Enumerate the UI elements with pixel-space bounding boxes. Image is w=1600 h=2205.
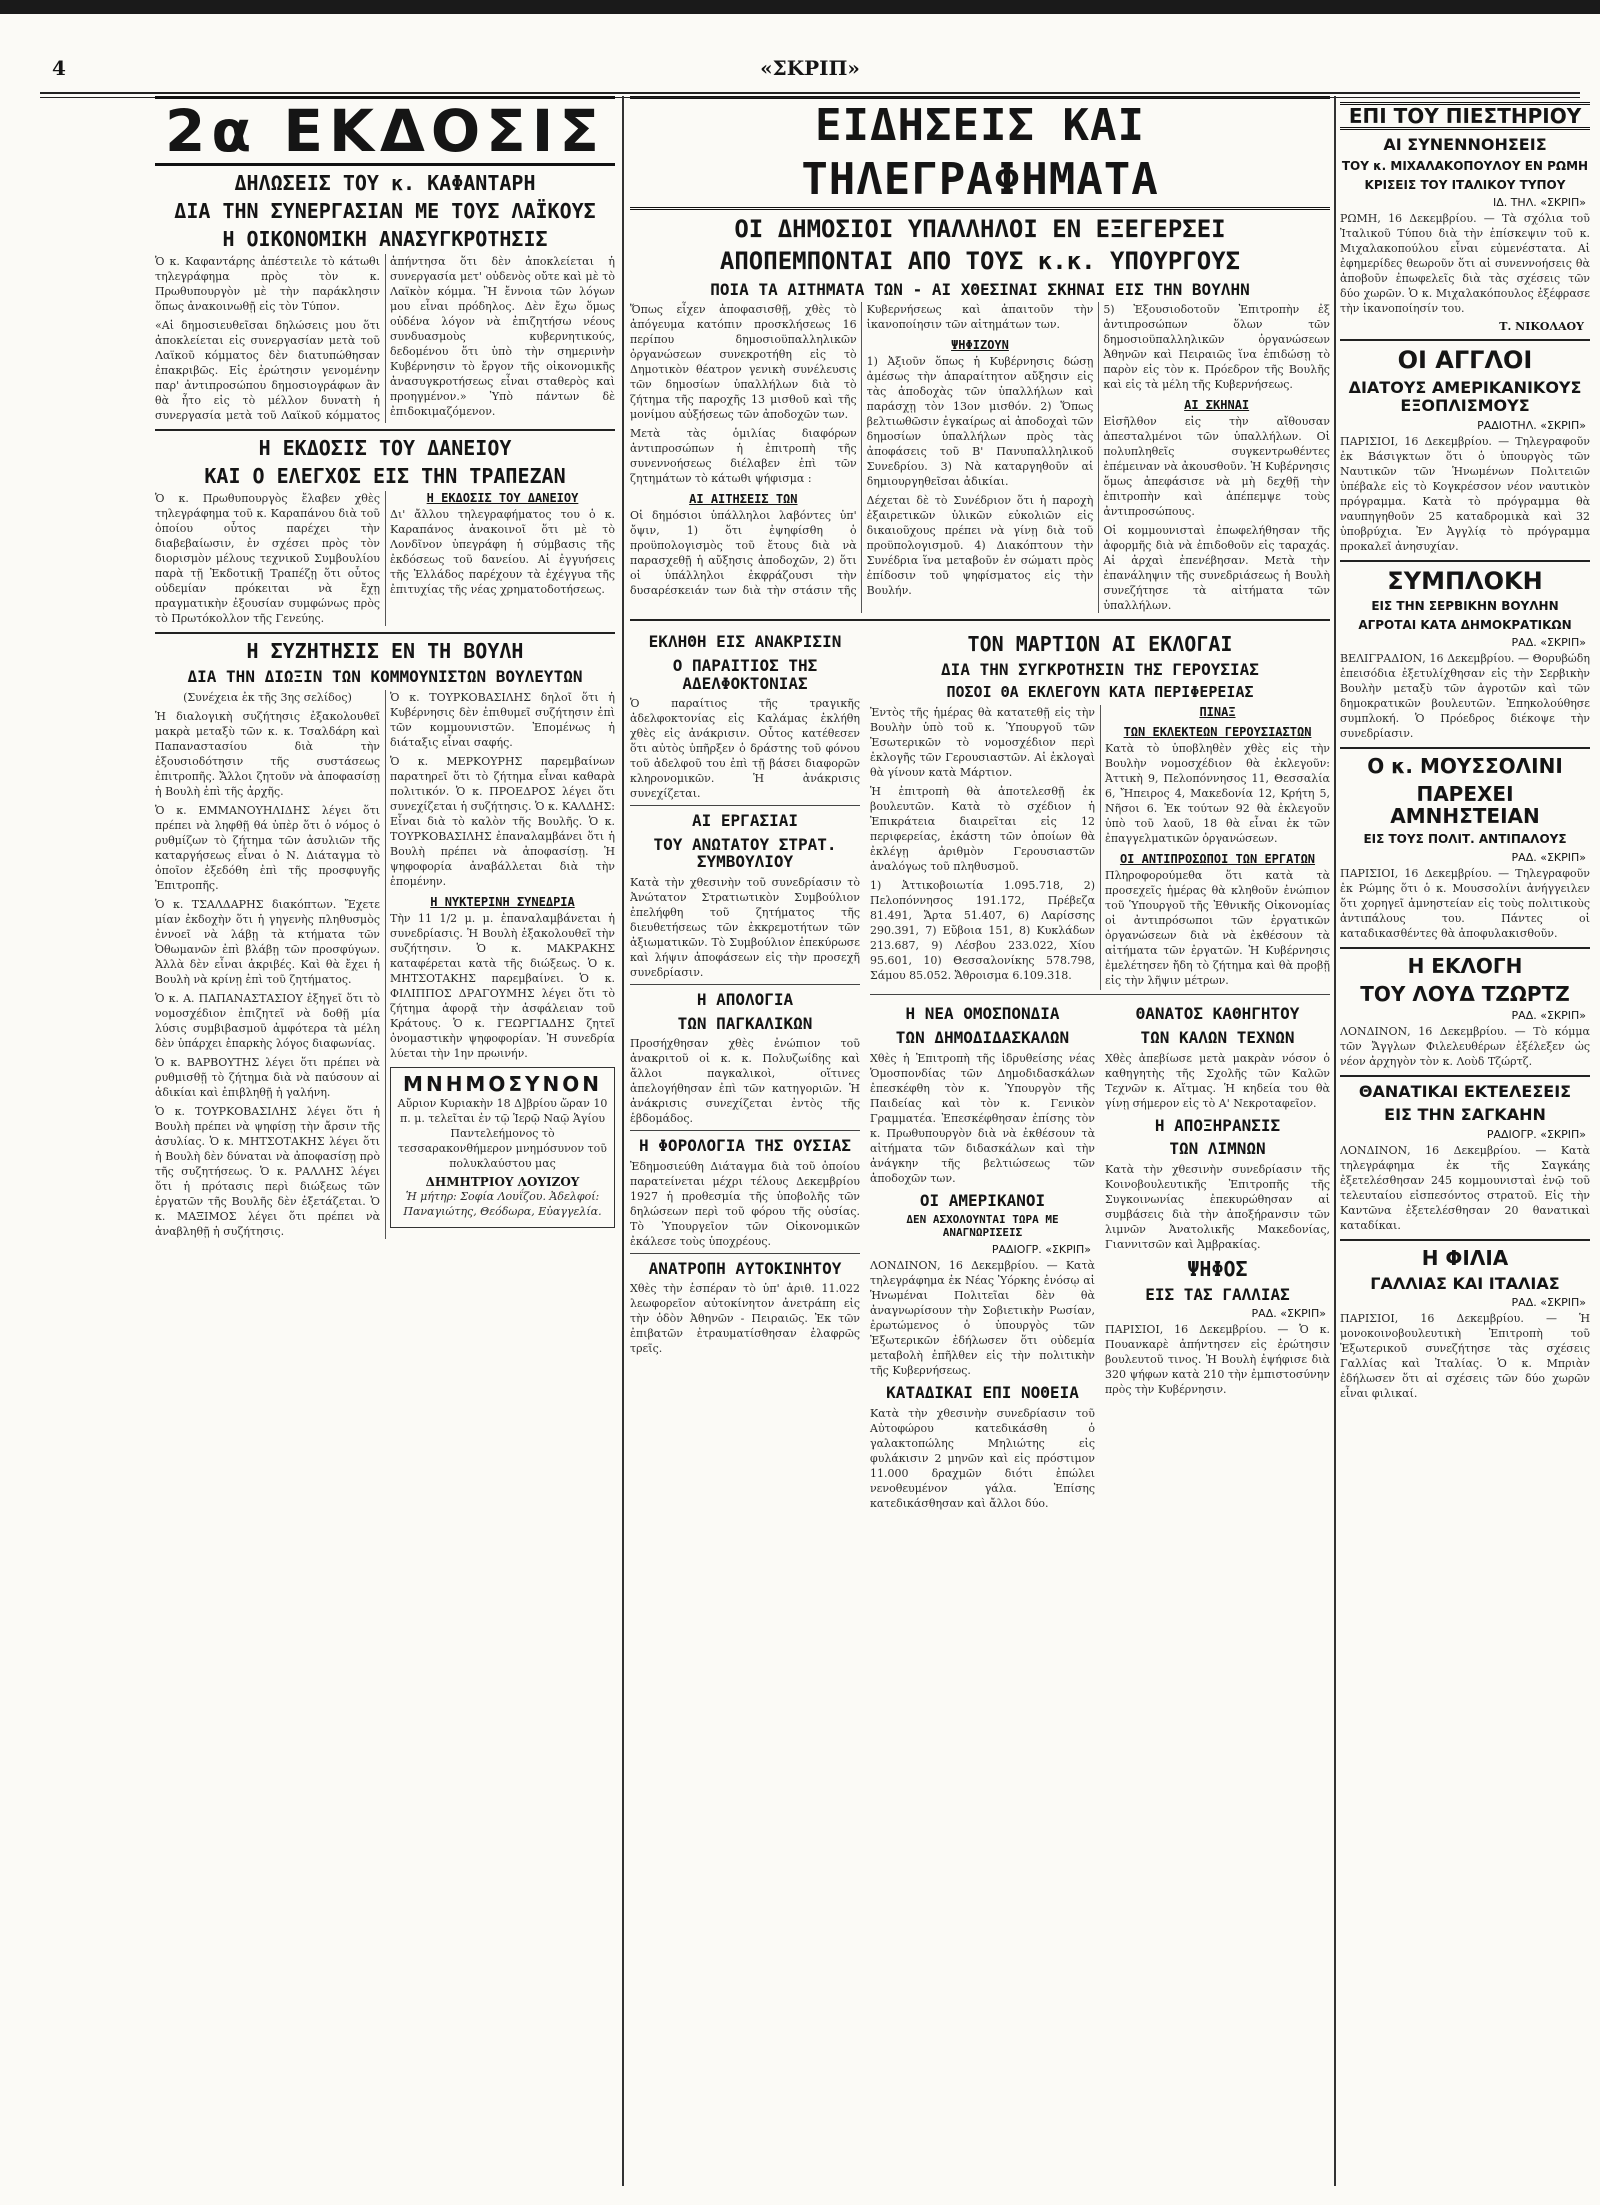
- lower-right-column: [870, 627, 1330, 1514]
- paragraph: Ὁ κ. Πρωθυπουργὸς ἔλαβεν χθὲς τηλεγράφημα τοῦ κ. Καραπάνου διὰ τοῦ ὁποίου οὗτος παρέχει τὴν διαβεβαίωσιν, ἐν σχέσει πρὸς τὸν διορισμὸν μέλους τεχνικοῦ Συμβουλίου παρὰ τῇ Ἐκδοτικῇ Τραπέζῃ ὅτι οὗτος οὐδεμίαν πρόκειται νὰ ἔχῃ πραγματικὴν ἐξουσίαν συμφώνως πρὸς τὸ Πρωτόκολλον τῆς Γενεύης.: [155, 492, 380, 625]
- continuation-note: (Συνέχεια ἐκ τῆς 3ης σελίδος): [183, 690, 352, 704]
- paragraph: Ὁ κ. ΜΕΡΚΟΥΡΗΣ παρεμβαίνων παρατηρεῖ ὅτι τὸ ζήτημα εἶναι καθαρὰ πολιτικόν. Ὁ κ. ΠΡΟΕΔΡΟΣ λέγει ὅτι συνεχίζεται ἡ συζήτησις. Ὁ κ. ΚΑΛΔΗΣ: Εἶναι διὰ τὸ καλὸν τῆς Βουλῆς. Ὁ κ. ΤΟΥΡΚΟΒΑΣΙΛΗΣ ἐπαναλαμβάνει ὅτι ἡ Βουλὴ πρέπει νὰ ἀποφασίσῃ. Ἡ ψηφοφορία ἀναβάλλεται διὰ τὴν ἑπομένην.: [390, 754, 615, 888]
- paragraph: ΠΑΡΙΣΙΟΙ, 16 Δεκεμβρίου. — Ἡ μονοκοινοβουλευτικὴ Ἐπιτροπὴ τοῦ Ἐξωτερικοῦ συνεζήτησε τὰς σχέσεις Γαλλίας καὶ Ἰταλίας. Ὁ κ. Μπριὰν ἐδήλωσεν ὅτι αἱ σχέσεις τῶν δύο χωρῶν εἶναι φιλικαί.: [1340, 1312, 1590, 1401]
- source-line: ΡΑΔΙΟΓΡ. «ΣΚΡΙΠ»: [1486, 1127, 1586, 1141]
- headline: ΔΙΑ ΤΗΝ ΣΥΓΚΡΟΤΗΣΙΝ ΤΗΣ ΓΕΡΟΥΣΙΑΣ: [941, 660, 1259, 680]
- headline: Ο ΠΑΡΑΙΤΙΟΣ ΤΗΣ ΑΔΕΛΦΟΚΤΟΝΙΑΣ: [672, 655, 818, 693]
- article-body: [870, 705, 1330, 991]
- headline: ΕΙΣ ΤΗΝ ΣΑΓΚΑΗΝ: [1384, 1105, 1546, 1125]
- headline: ΕΙΣ ΤΟΥΣ ΠΟΛΙΤ. ΑΝΤΙΠΑΛΟΥΣ: [1363, 832, 1567, 847]
- subheading: Η ΕΚΔΟΣΙΣ ΤΟΥ ΔΑΝΕΙΟΥ: [426, 491, 579, 505]
- divider: [630, 619, 1330, 621]
- lower-right-a: [870, 999, 1095, 1514]
- article-body: [155, 690, 615, 1239]
- headline: Η ΑΠΟΞΗΡΑΝΣΙΣ: [1154, 1115, 1281, 1135]
- paragraph: ΠΑΡΙΣΙΟΙ, 16 Δεκεμβρίου. — Τηλεγραφοῦν ἐκ Βάσιγκτων ὅτι ὁ ὑπουργὸς τῶν Ναυτικῶν τῶν Ἡνωμένων Πολιτειῶν ὑπέβαλε εἰς τὸ Κογκρέσσον νέον ναυτικὸν πρόγραμμα. Κατὰ τὸ πρόγραμμα θὰ ναυπηγηθοῦν 25 καταδρομικὰ καὶ 32 ὑποβρύχια. Ἐν Ἀγγλίᾳ τὸ πρόγραμμα προκαλεῖ ἀνησυχίαν.: [1340, 434, 1590, 553]
- source-line: ΡΑΔ. «ΣΚΡΙΠ»: [1251, 1307, 1326, 1321]
- paragraph: Πληροφορούμεθα ὅτι κατὰ τὰ προσεχεῖς ἡμέρας θὰ κληθοῦν ἐνώπιον τοῦ Ὑπουργοῦ τῆς Ἐθνικῆς Οἰκονομίας οἱ ἀντιπρόσωποι τῶν ἐργατικῶν ὀργανώσεων διὰ νὰ ἐκθέσουν τὰ αἰτήματα τῶν ἐργατῶν. Ἡ Κυβέρνησις ἐμελέτησεν ἤδη τὸ ζήτημα καὶ θὰ προβῇ εἰς τὴν λῆψιν μέτρων.: [1105, 868, 1330, 987]
- headline: ΔΙΑΤΟΥΣ ΑΜΕΡΙΚΑΝΙΚΟΥΣ ΕΞΟΠΛΙΣΜΟΥΣ: [1348, 378, 1582, 415]
- news-section: [630, 96, 1330, 2186]
- paragraph: Κατὰ τὸ ὑποβληθὲν χθὲς εἰς τὴν Βουλὴν νομοσχέδιον θὰ ἐκλεγοῦν: Ἀττικὴ 9, Πελοπόννησος 11, Θεσσαλία 6, Ἤπειρος 4, Μακεδονία 12, Κρήτη 5, Νῆσοι 6. Ἐκ τούτων 92 θὰ ἐκλεγοῦν ὑπὸ τοῦ λαοῦ, 18 θὰ εἶναι ἐκ τῶν ἐπαγγελματικῶν ὀργανώσεων.: [1105, 741, 1330, 845]
- paragraph: ΠΑΡΙΣΙΟΙ, 16 Δεκεμβρίου. — Ὁ κ. Πουανκαρὲ ἀπήντησεν εἰς ἐρώτησιν βουλευτοῦ τινος. Ἡ Βουλὴ ἐψήφισε διὰ 320 ψήφων κατὰ 210 τὴν ἐμπιστοσύνην πρὸς τὴν Κυβέρνησιν.: [1105, 1323, 1330, 1397]
- headline: ΑΝΑΤΡΟΠΗ ΑΥΤΟΚΙΝΗΤΟΥ: [648, 1258, 842, 1278]
- subheading: ΟΙ ΑΝΤΙΠΡΟΣΩΠΟΙ ΤΩΝ ΕΡΓΑΤΩΝ: [1119, 851, 1316, 866]
- headline: ΚΑΙ Ο ΕΛΕΓΧΟΣ ΕΙΣ ΤΗΝ ΤΡΑΠΕΖΑΝ: [204, 464, 566, 488]
- headline: ΚΑΤΑΔΙΚΑΙ ΕΠΙ ΝΟΘΕΙΑ: [886, 1383, 1079, 1403]
- paragraph: ΠΑΡΙΣΙΟΙ, 16 Δεκεμβρίου. — Τηλεγραφοῦν ἐκ Ρώμης ὅτι ὁ κ. Μουσσολίνι ἀνήγγειλεν ὅτι χορηγεῖ ἀμνηστείαν εἰς τοὺς πολιτικοὺς ἀντιπάλους του. Πάντες οἱ καταδικασθέντες θὰ ἀποφυλακισθοῦν.: [1340, 866, 1590, 940]
- page-number: 4: [52, 56, 66, 80]
- divider: [155, 429, 615, 431]
- divider: [155, 632, 615, 634]
- left-column: [155, 96, 615, 2186]
- lower-left-column: [630, 627, 860, 1514]
- article-body: [155, 254, 615, 423]
- paragraph: ΛΟΝΔΙΝΟΝ, 16 Δεκεμβρίου. — Τὸ κόμμα τῶν Ἄγγλων Φιλελευθέρων ἐξέλεξεν ὡς νέον ἀρχηγὸν τὸν κ. Λοὺδ Τζώρτζ.: [1340, 1024, 1590, 1068]
- paragraph: Ἐδημοσιεύθη Διάταγμα διὰ τοῦ ὁποίου παρατείνεται μέχρι τέλους Δεκεμβρίου 1927 ἡ προθεσμία τῆς ὑποβολῆς τῶν δηλώσεων περὶ τοῦ φόρου τῆς οὐσίας. Τὸ Ὑπουργεῖον τῶν Οἰκονομικῶν ἐκάλεσε τοὺς ὑποχρέους.: [630, 1159, 860, 1248]
- paragraph: Χθὲς ἀπεβίωσε μετὰ μακρὰν νόσον ὁ καθηγητὴς τῆς Σχολῆς τῶν Καλῶν Τεχνῶν κ. Αἴτμας. Ἡ κηδεία του θὰ γίνῃ σήμερον εἰς τὸ Α' Νεκροταφεῖον.: [1105, 1051, 1330, 1110]
- headline: ΑΙ ΣΥΝΕΝΝΟΗΣΕΙΣ: [1383, 135, 1547, 154]
- subheading: ΑΙ ΣΚΗΝΑΙ: [1184, 398, 1250, 413]
- paragraph: Οἱ κομμουνισταὶ ἐπωφελήθησαν τῆς ἀφορμῆς διὰ νὰ ἐπιδοθοῦν εἰς ταραχάς. Αἱ ἀρχαὶ ἐπενέβησαν. Μετὰ τὴν ἐπανάληψιν τῆς συνεδριάσεως ἡ Βουλὴ συνεζήτησε τὰ αἰτήματα τῶν ὑπαλλήλων.: [1103, 524, 1330, 613]
- paragraph: Μετὰ τὰς ὁμιλίας διαφόρων ἀντιπροσώπων ἡ ἐπιτροπὴ τῆς συνεννοήσεως διέλαβεν ἐπὶ τῶν ζητημάτων τὸ κάτωθι ψήφισμα :: [630, 427, 857, 486]
- divider: [1340, 747, 1590, 749]
- headline: Η ΑΠΟΛΟΓΙΑ: [696, 989, 794, 1009]
- paragraph: Χθὲς ἡ Ἐπιτροπὴ τῆς ἱδρυθείσης νέας Ὁμοσπονδίας τῶν Δημοδιδασκάλων ἐπεσκέφθη τὸν κ. Ὑπουργὸν τῆς Παιδείας καὶ τὸν κ. Γενικὸν Γραμματέα. Ἐπεσκέφθησαν ἐπίσης τὸν κ. Πρωθυπουργὸν διὰ νὰ ἐκθέσουν τὰ αἰτήματα τῶν διδασκάλων καὶ τὴν ἀνάγκην τῆς βελτιώσεως τῶν ἀποδοχῶν των.: [870, 1051, 1095, 1185]
- headline: ΤΟΝ ΜΑΡΤΙΟΝ ΑΙ ΕΚΛΟΓΑΙ: [967, 632, 1233, 657]
- headline: Η ΕΚΛΟΓΗ: [1407, 953, 1523, 978]
- source-line: ΡΑΔ. «ΣΚΡΙΠ»: [1511, 850, 1586, 864]
- headline: ΟΙ ΑΜΕΡΙΚΑΝΟΙ: [919, 1190, 1046, 1210]
- paragraph: Ὁ κ. ΤΣΑΛΔΑΡΗΣ διακόπτων. Ἔχετε μίαν ἐκδοχὴν ὅτι ἡ γηγενὴς πληθυσμὸς ἐννοεῖ νὰ λάβῃ τὰ κτήματα τῶν Ὀθωμανῶν ἐπὶ βλάβῃ τῶν προσφύγων. Ἀλλὰ δὲν εἶναι ἀκριβές. Καὶ θὰ ἔχει ἡ Βουλὴ νὰ κρίνῃ ἐπὶ τοῦ ζητήματος.: [155, 897, 380, 986]
- headline: ΓΑΛΛΙΑΣ ΚΑΙ ΙΤΑΛΙΑΣ: [1370, 1273, 1560, 1293]
- lower-right-grid: [870, 999, 1330, 1514]
- headline: ΟΙ ΔΗΜΟΣΙΟΙ ΥΠΑΛΛΗΛΟΙ ΕΝ ΕΞΕΓΕΡΣΕΙ: [734, 215, 1226, 243]
- subheading: ΠΙΝΑΞ: [1199, 704, 1236, 719]
- lower-news: [630, 627, 1330, 1514]
- headline: ΨΗΦΟΣ: [1187, 1256, 1248, 1281]
- paragraph: Τὴν 11 1/2 μ. μ. ἐπαναλαμβάνεται ἡ συνεδρίασις. Ἡ Βουλὴ ἐξακολουθεῖ τὴν συζήτησιν. Ὁ κ. ΜΑΚΡΑΚΗΣ καταφέρεται κατὰ τῆς διώξεως. Ὁ κ. ΜΗΤΣΟΤΑΚΗΣ παρεμβαίνει. Ὁ κ. ΦΙΛΙΠΠΟΣ ΔΡΑΓΟΥΜΗΣ λέγει ὅτι τὸ ζήτημα ἀφορᾷ τὴν ἀσφάλειαν τοῦ Κράτους. Ὁ κ. ΓΕΩΡΓΙΑΔΗΣ ζητεῖ ὀνομαστικὴν ψηφοφορίαν. Ἡ συνεδρία λύεται τὴν 1ην πρωινήν.: [390, 911, 615, 1060]
- paragraph: «Αἱ δημοσιευθεῖσαι δηλώσεις μου ὅτι ἀποκλείεται εἰς συνεργασίαν μετὰ τοῦ Λαϊκοῦ κόμματος δὲν διατυπώθησαν ἐπακριβῶς. Εἰς ἐρώτησιν γενομένην παρ' ἀντιπροσώπου δημοσιογράφων ἂν θὰ ἦτο εἰς τὸ μέλλον δυνατὴ ἡ συνεργασία μετὰ τοῦ Λαϊκοῦ κόμματος ἀπήντησα ὅτι δὲν ἀποκλείεται ἡ συνεργασία μετ' οὐδενὸς οὔτε καὶ μὲ τὸ Λαϊκὸν κόμμα. Ἢ ἔννοια τῶν λόγων μου εἶναι πρόδηλος. Δὲν ἔχω ὅμως οὐδένα λόγον νὰ ἐπιζητήσω νέους συνδυασμοὺς κυβερνητικούς, δεδομένου ὅτι ὑπὸ τὴν σημερινὴν Κυβέρνησιν τὸ ἔργον τῆς οἰκονομικῆς ἀνασυγκροτήσεως εἶναι σταθερὸς καὶ προηγμένον.» Ὑπὸ πάντων δὲ ἐπιδοκιμαζόμενον.: [155, 255, 615, 422]
- headline: ΤΟΥ ΛΟΥΔ ΤΖΩΡΤΖ: [1360, 981, 1570, 1006]
- source-line: ΡΑΔ. «ΣΚΡΙΠ»: [1511, 636, 1586, 650]
- headline: Η ΝΕΑ ΟΜΟΣΠΟΝΔΙΑ: [905, 1004, 1060, 1024]
- right-column: [1340, 96, 1590, 2186]
- column-divider: [622, 96, 624, 2186]
- headline: ΕΚΛΗΘΗ ΕΙΣ ΑΝΑΚΡΙΣΙΝ: [648, 632, 842, 652]
- headline: ΘΑΝΑΤΟΣ ΚΑΘΗΓΗΤΟΥ: [1135, 1004, 1300, 1024]
- headline: Ο κ. ΜΟΥΣΣΟΛΙΝΙ: [1367, 754, 1563, 779]
- headline: ΤΟΥ κ. ΜΙΧΑΛΑΚΟΠΟΥΛΟΥ ΕΝ ΡΩΜΗ: [1341, 158, 1589, 173]
- paragraph: Ἡ ἐπιτροπὴ θὰ ἀποτελεσθῇ ἐκ βουλευτῶν. Κατὰ τὸ σχέδιον ἡ Ἐπικράτεια διαιρεῖται εἰς 12 περιφερείας, ἑκάστη τῶν ὁποίων θὰ ἐκλέγῃ ἀριθμὸν Γερουσιαστῶν ἀναλόγως τοῦ πληθυσμοῦ.: [870, 784, 1095, 873]
- paragraph: Ὁ κ. ΤΟΥΡΚΟΒΑΣΙΛΗΣ λέγει ὅτι ἡ Βουλὴ πρέπει νὰ ψηφίσῃ τὴν ἄρσιν τῆς ἀσυλίας. Ὁ κ. ΜΗΤΣΟΤΑΚΗΣ λέγει ὅτι ἡ Βουλὴ δὲν δύναται νὰ ἀποφασίσῃ πρὸ τῆς συζητήσεως. Ὁ κ. ΡΑΛΛΗΣ λέγει ὅτι ἡ πρότασις περὶ διώξεως τῶν ἐργατῶν τῆς Βουλῆς δὲν ἐξετάζεται. Ὁ κ. ΜΑΞΙΜΟΣ λέγει ὅτι πρέπει νὰ ἀναβληθῇ ἡ συζήτησις.: [155, 1104, 380, 1238]
- paragraph: 1) Ἀττικοβοιωτία 1.095.718, 2) Πελοπόννησος 191.172, Πρέβεζα 81.491, Ἄρτα 51.407, 6) Λαρίσσης 290.391, 7) Εὔβοια 151, 8) Κυκλάδων 213.687, 9) Λέσβου 233.022, Χίου 95.601, 10) Θεσσαλονίκης 578.798, Σάμου 85.052. Ἄθροισμα 6.109.318.: [870, 878, 1095, 982]
- masthead: [40, 56, 1580, 86]
- divider: [630, 1253, 860, 1254]
- source-line: ΙΔ. ΤΗΛ. «ΣΚΡΙΠ»: [1492, 195, 1586, 209]
- headline: ΑΓΡΟΤΑΙ ΚΑΤΑ ΔΗΜΟΚΡΑΤΙΚΩΝ: [1358, 618, 1572, 633]
- paragraph: Ἡ διαλογικὴ συζήτησις ἐξακολουθεῖ μακρὰ μεταξὺ τῶν κ. κ. Τσαλδάρη καὶ Παπαναστασίου διὰ τὴν ἐξουσιοδότησιν τῆς συστάσεως ἐπιτροπῆς. Ἄλλοι ζητοῦν νὰ ἀποφασίσῃ ἡ Βουλὴ ἐπὶ τῆς ἀρχῆς.: [155, 709, 380, 798]
- paragraph: 5) Ἐξουσιοδοτοῦν Ἐπιτροπὴν ἐξ ἀντιπροσώπων ὅλων τῶν δημοσιοϋπαλληλικῶν ὀργανώσεων Ἀθηνῶν καὶ Πειραιῶς ἵνα ἐπιδώσῃ τὸ παρὸν εἰς τὸν κ. Πρόεδρον τῆς Βουλῆς καὶ εἰς τὰ μέλη τῆς Κυβερνήσεως.: [1103, 303, 1330, 392]
- deck: ΔΕΝ ΑΣΧΟΛΟΥΝΤΑΙ ΤΩΡΑ ΜΕ ΑΝΑΓΝΩΡΙΣΕΙΣ: [906, 1213, 1059, 1240]
- lower-right-b: [1105, 999, 1330, 1514]
- memorial-family: Ἡ μήτηρ: Σοφία Λουΐζου. Ἀδελφοί: Παναγιώτης, Θεόδωρα, Εὐαγγελία.: [403, 1189, 602, 1218]
- divider: [1340, 947, 1590, 949]
- headline: Η ΦΙΛΙΑ: [1421, 1245, 1509, 1270]
- headline: Η ΦΟΡΟΛΟΓΙΑ ΤΗΣ ΟΥΣΙΑΣ: [639, 1136, 851, 1156]
- paragraph: Ὅπως εἶχεν ἀποφασισθῇ, χθὲς τὸ ἀπόγευμα κατόπιν προσκλήσεως 16 περίπου δημοσιοϋπαλληλικῶν ὀργανώσεων συνεκροτήθη εἰς τὸ Δημοτικὸν θέατρον γενικὴ συνέλευσις τῶν δημοσίων ὑπαλλήλων διὰ τὸ ζήτημα τῆς παροχῆς 13 μισθοῦ καὶ τῆς μονίμου αὐξήσεως τῶν ἀποδοχῶν των.: [630, 303, 857, 422]
- headline: ΕΙΣ ΤΑΣ ΓΑΛΛΙΑΣ: [1145, 1284, 1290, 1304]
- paragraph: Προσήχθησαν χθὲς ἐνώπιον τοῦ ἀνακριτοῦ οἱ κ. κ. Πολυζωίδης καὶ ἄλλοι παγκαλικοὶ, οἵτινες ἀπελογήθησαν ἐπὶ τῶν κατηγοριῶν. Ἡ ἀνάκρισις συνεχίζεται ἐντὸς τῆς ἑβδομάδος.: [630, 1037, 860, 1126]
- memorial-notice: [390, 1067, 615, 1228]
- subheading: ΨΗΦΙΖΟΥΝ: [951, 338, 1009, 353]
- memorial-title: ΜΝΗΜΟΣΥΝΟΝ: [403, 1071, 602, 1096]
- divider: [630, 984, 860, 985]
- headline: ΤΩΝ ΚΑΛΩΝ ΤΕΧΝΩΝ: [1140, 1028, 1295, 1048]
- source-line: ΡΑΔΙΟΓΡ. «ΣΚΡΙΠ»: [991, 1243, 1091, 1257]
- edition-title: 2α ΕΚΔΟΣΙΣ: [155, 96, 615, 166]
- divider: [1340, 560, 1590, 562]
- paragraph: ΡΩΜΗ, 16 Δεκεμβρίου. — Τὰ σχόλια τοῦ Ἰταλικοῦ Τύπου διὰ τὴν ἐπίσκεψιν τοῦ κ. Μιχαλακοπούλου εἶναι εὐμενέστατα. Αἱ ἐφημερίδες θεωροῦν ὅτι αἱ συνεννοήσεις θὰ ἀποβοῦν ἐπωφελεῖς διὰ τὰς σχέσεις τῶν δύο χωρῶν. Ὁ κ. Μιχαλακόπουλος ἐξέφρασε τὴν ἱκανοποίησίν του.: [1340, 211, 1590, 315]
- paragraph: Κατὰ τὴν χθεσινὴν συνεδρίασιν τοῦ Αὐτοφώρου κατεδικάσθη ὁ γαλακτοπώλης Μηλιώτης εἰς φυλάκισιν 2 μηνῶν καὶ εἰς πρόστιμον 11.000 δραχμῶν διότι ἐπώλει νενοθευμένον γάλα. Ἐπίσης κατεδικάσθησαν καὶ ἄλλοι δύο.: [870, 1406, 1095, 1510]
- memorial-text: Αὔριον Κυριακὴν 18 Δ]βρίου ὥραν 10 π. μ. τελεῖται ἐν τῷ Ἱερῷ Ναῷ Ἁγίου Παντελεήμονος τὸ τεσσαρακονθήμερον μνημόσυνον τοῦ πολυκλαύστου μας: [397, 1096, 608, 1170]
- divider: [630, 805, 860, 806]
- paragraph: Οἱ δημόσιοι ὑπάλληλοι λαβόντες ὑπ' ὄψιν, 1) ὅτι ἐψηφίσθη ὁ προϋπολογισμὸς τοῦ ἔτους διὰ νὰ παρασχεθῇ ἡ αὔξησις ἀποδοχῶν, 2) ὅτι οἱ ὑπάλληλοι ἐκφράζουσι τὴν δυσαρέσκειάν των διὰ τὴν στάσιν τῆς Κυβερνήσεως καὶ ἀπαιτοῦν τὴν ἱκανοποίησιν τῶν αἰτημάτων των.: [630, 303, 1094, 598]
- paragraph: Χθὲς τὴν ἑσπέραν τὸ ὑπ' ἀριθ. 11.022 λεωφορεῖον αὐτοκίνητον ἀνετράπη εἰς τὴν ὁδὸν Ἀθηνῶν - Πειραιῶς. Ἐκ τῶν ἐπιβατῶν ἐτραυματίσθησαν ἐλαφρῶς τρεῖς.: [630, 1282, 860, 1356]
- source-line: ΡΑΔΙΟΤΗΛ. «ΣΚΡΙΠ»: [1477, 418, 1586, 432]
- paragraph: ΒΕΛΙΓΡΑΔΙΟΝ, 16 Δεκεμβρίου. — Θορυβώδη ἐπεισόδια ἐξετυλίχθησαν εἰς τὴν Σερβικὴν Βουλὴν μεταξὺ τῶν ἀγροτῶν καὶ τῶν δημοκρατικῶν βουλευτῶν. Ἐπηκολούθησε συμπλοκή. Ὁ Πρόεδρος διέκοψε τὴν συνεδρίασιν.: [1340, 652, 1590, 741]
- paragraph: Κατὰ τὴν χθεσινὴν συνεδρίασιν τῆς Κοινοβουλευτικῆς Ἐπιτροπῆς τῆς Συγκοινωνίας ἐπεκυρώθησαν αἱ συμβάσεις διὰ τὴν ἀποξήρανσιν τῶν λιμνῶν Ἀνατολικῆς Μακεδονίας, Γιαννιτσῶν καὶ Ἀμβρακίας.: [1105, 1162, 1330, 1251]
- paragraph: Ὁ παραίτιος τῆς τραγικῆς ἀδελφοκτονίας εἰς Καλάμας ἐκλήθη χθὲς εἰς ἀνάκρισιν. Οὗτος κατέθεσεν ὅτι αὐτὸς ὑπῆρξεν ὁ δράστης τοῦ φόνου τοῦ ἀδελφοῦ του ἐπὶ τῇ βάσει διαφορῶν κληρονομικῶν. Ἡ ἀνάκρισις συνεχίζεται.: [630, 697, 860, 801]
- paragraph: 1) Ἀξιοῦν ὅπως ἡ Κυβέρνησις δώσῃ ἀμέσως τὴν ἀπαραίτητον αὔξησιν εἰς τὰς ἀποδοχὰς τῶν ὑπαλλήλων καὶ παράσχῃ τὸν 13ον μισθόν. 2) Ὅπως βελτιωθῶσιν ἐγκαίρως αἱ ἀποδοχαὶ τῶν δημοσίων ὑπαλλήλων πρὸς τὰς ἀποφάσεις τοῦ Β' Πανυπαλληλικοῦ Συνεδρίου. 3) Νὰ καταργηθοῦν αἱ δημιουργηθεῖσαι ἀδικίαι.: [866, 355, 1094, 489]
- paragraph: Ἐντὸς τῆς ἡμέρας θὰ κατατεθῇ εἰς τὴν Βουλὴν ὑπὸ τοῦ κ. Ὑπουργοῦ τῶν Ἐσωτερικῶν τὸ νομοσχέδιον περὶ ἐκλογῆς τῶν Γερουσιαστῶν. Αἱ ἐκλογαὶ θὰ γίνουν κατὰ Μάρτιον.: [870, 705, 1095, 779]
- headline: ΠΟΙΑ ΤΑ ΑΙΤΗΜΑΤΑ ΤΩΝ - ΑΙ ΧΘΕΣΙΝΑΙ ΣΚΗΝΑΙ ΕΙΣ ΤΗΝ ΒΟΥΛΗΝ: [710, 279, 1250, 299]
- headline: ΔΙΑ ΤΗΝ ΔΙΩΞΙΝ ΤΩΝ ΚΟΜΜΟΥΝΙΣΤΩΝ ΒΟΥΛΕΥΤΩΝ: [187, 667, 583, 686]
- headline: ΠΑΡΕΧΕΙ ΑΜΝΗΣΤΕΙΑΝ: [1390, 782, 1540, 829]
- paragraph: ΛΟΝΔΙΝΟΝ, 16 Δεκεμβρίου. — Κατὰ τηλεγράφημα ἐκ τῆς Σαγκάης ἐξετελέσθησαν 245 κομμουνισταὶ ἐνῷ τοῦ τελευταίου εἰσπεσόντος στρατοῦ. Εἰς τὴν Καντῶνα ἐξετελέσθησαν 20 θανατικαὶ καταδίκαι.: [1340, 1143, 1590, 1232]
- headline: Η ΟΙΚΟΝΟΜΙΚΗ ΑΝΑΣΥΓΚΡΟΤΗΣΙΣ: [222, 227, 548, 251]
- headline: ΤΩΝ ΛΙΜΝΩΝ: [1169, 1139, 1266, 1159]
- deck: ΠΟΣΟΙ ΘΑ ΕΚΛΕΓΟΥΝ ΚΑΤΑ ΠΕΡΙΦΕΡΕΙΑΣ: [946, 682, 1254, 701]
- headline: ΤΩΝ ΠΑΓΚΑΛΙΚΩΝ: [677, 1013, 813, 1033]
- paragraph: ΛΟΝΔΙΝΟΝ, 16 Δεκεμβρίου. — Κατὰ τηλεγράφημα ἐκ Νέας Ὑόρκης ἐνόσῳ αἱ Ἡνωμέναι Πολιτεῖαι δὲν θὰ ἀναγνωρίσουν τὴν Σοβιετικὴν Ρωσίαν, ἐρωτώμενος ὁ ὑπουργὸς τῶν Ἐξωτερικῶν ἐδήλωσεν ὅτι οὐδεμία μεταβολὴ ἐπῆλθεν εἰς τὴν πολιτικὴν τῆς Κυβερνήσεως.: [870, 1259, 1095, 1378]
- column-divider: [1334, 96, 1336, 2186]
- memorial-name: ΔΗΜΗΤΡΙΟΥ ΛΟΥΙΖΟΥ: [425, 1174, 580, 1189]
- source-line: ΡΑΔ. «ΣΚΡΙΠ»: [1511, 1008, 1586, 1022]
- paragraph: Δι' ἄλλου τηλεγραφήματος του ὁ κ. Καραπάνος ἀνακοινοῖ ὅτι μὲ τὸ Λονδῖνον ὑπεγράφη ἡ σύμβασις τῆς ἐκδόσεως τοῦ δανείου. Αἱ ἐγγυήσεις τῆς Ἐλλάδος παρέχουν τὰ ἐχέγγυα τῆς ἐπιτυχίας τῆς νέας χρηματοδοτήσεως.: [390, 508, 615, 596]
- article-body: [155, 491, 615, 626]
- divider: [1340, 1075, 1590, 1077]
- top-border: [0, 0, 1600, 14]
- paragraph: Ὁ κ. ΤΟΥΡΚΟΒΑΣΙΛΗΣ δηλοῖ ὅτι ἡ Κυβέρνησις δὲν ἐπιθυμεῖ συζήτησιν ἐπὶ τῶν κομμουνιστῶν. Ἐπομένως ἡ διάταξις εἶναι σαφής.: [390, 690, 615, 749]
- headline: ΔΙΑ ΤΗΝ ΣΥΝΕΡΓΑΣΙΑΝ ΜΕ ΤΟΥΣ ΛΑΪΚΟΥΣ: [174, 199, 596, 223]
- headline: ΚΡΙΣΕΙΣ ΤΟΥ ΙΤΑΛΙΚΟΥ ΤΥΠΟΥ: [1364, 177, 1566, 192]
- paragraph: Κατὰ τὴν χθεσινὴν τοῦ συνεδρίασιν τὸ Ἀνώτατον Στρατιωτικὸν Συμβούλιον ἐπελήφθη τοῦ ζητήματος τῆς διευθετήσεως τῶν ἐκκρεμοτήτων τῶν ἀξιωματικῶν. Τὸ Συμβούλιον ἐπεκύρωσε καὶ λήψιν ἀποφάσεων εἰς τὴν προσεχῆ συνεδρίασιν.: [630, 875, 860, 979]
- paper-name: «ΣΚΡΙΠ»: [760, 56, 860, 80]
- section-banner: ΕΙΔΗΣΕΙΣ ΚΑΙ ΤΗΛΕΓΡΑΦΗΜΑΤΑ: [630, 96, 1330, 210]
- headline: ΤΟΥ ΑΝΩΤΑΤΟΥ ΣΤΡΑΤ. ΣΥΜΒΟΥΛΙΟΥ: [653, 834, 837, 872]
- paragraph: Ὁ κ. ΕΜΜΑΝΟΥΗΛΙΔΗΣ λέγει ὅτι πρέπει νὰ ληφθῇ θά ὑπὲρ ὅτι ὁ νόμος ὁ ρυθμίζων τὸ ζήτημα τῶν ἀσυλιῶν τῆς καταργήσεως εἶναι ὁ Ν. Διάταγμα τὸ ὁποῖον ἐξεδόθη ἐπὶ τῆς προσφυγῆς Ἐπιτροπῆς.: [155, 803, 380, 892]
- headline: ΣΥΜΠΛΟΚΗ: [1387, 566, 1543, 595]
- headline: Η ΕΚΔΟΣΙΣ ΤΟΥ ΔΑΝΕΙΟΥ: [258, 436, 512, 460]
- headline: ΑΙ ΕΡΓΑΣΙΑΙ: [692, 811, 798, 831]
- divider: [1340, 339, 1590, 341]
- headline: ΑΠΟΠΕΜΠΟΝΤΑΙ ΑΠΟ ΤΟΥΣ κ.κ. ΥΠΟΥΡΓΟΥΣ: [719, 247, 1241, 276]
- divider: [1340, 1239, 1590, 1241]
- headline: Η ΣΥΖΗΤΗΣΙΣ ΕΝ ΤΗ ΒΟΥΛΗ: [246, 639, 524, 663]
- paragraph: Ὁ κ. Καφαντάρης ἀπέστειλε τὸ κάτωθι τηλεγράφημα πρὸς τὸν κ. Πρωθυπουργὸν μὲ τὴν παράκλησιν ὅπως ἀνακοινωθῇ εἰς τὸν Τύπον.: [155, 255, 380, 313]
- headline: ΤΩΝ ΔΗΜΟΔΙΔΑΣΚΑΛΩΝ: [895, 1028, 1070, 1048]
- headline: ΔΗΛΩΣΕΙΣ ΤΟΥ κ. ΚΑΦΑΝΤΑΡΗ: [234, 171, 536, 195]
- headline: ΘΑΝΑΤΙΚΑΙ ΕΚΤΕΛΕΣΕΙΣ: [1358, 1081, 1572, 1101]
- paragraph: Δέχεται δὲ τὸ Συνέδριον ὅτι ἡ παροχὴ ἐξαιρετικῶν ὑλικῶν εὐκολιῶν εἰς δικαιοῦχους πρέπει νὰ γίνῃ διὰ τοῦ προϋπολογισμοῦ. 4) Διακόπτουν τὴν Συνέδρια ἵνα μεταβοῦν ἐν σώματι πρὸς ἐπίδοσιν τοῦ ψηφίσματος εἰς τὴν Βουλήν.: [866, 494, 1094, 598]
- paragraph: Ὁ κ. Α. ΠΑΠΑΝΑΣΤΑΣΙΟΥ ἐξηγεῖ ὅτι τὸ νομοσχέδιον ἐπιζητεῖ νὰ δοθῇ μία λύσις συμβιβασμοῦ ἀμφότερα τὰ μέλη δὲν ὑπάρχει ἐπαρκὴς λόγος διαφωνίας.: [155, 991, 380, 1050]
- paragraph: Ὁ κ. ΒΑΡΒΟΥΤΗΣ λέγει ὅτι πρέπει νὰ ρυθμισθῇ τὸ ζήτημα διὰ νὰ παύσουν αἱ ἀδικίαι καὶ ἐπιβληθῇ ἡ γαλήνη.: [155, 1055, 380, 1099]
- divider: [870, 994, 1330, 995]
- subheading: Η ΝΥΚΤΕΡΙΝΗ ΣΥΝΕΔΡΙΑ: [430, 894, 575, 909]
- paragraph: Εἰσῆλθον εἰς τὴν αἴθουσαν ἀπεσταλμένοι τῶν ὑπαλλήλων. Οἱ πολυπληθεῖς συγκεντρωθέντες ἐπέμειναν νὰ ἀκουσθοῦν. Ἡ Κυβέρνησις ὅμως ἀπεφάσισε νὰ μὴ δεχθῇ τὴν ἐπιτροπὴν καὶ ἀπέπεμψε τοὺς ἀντιπροσώπους.: [1103, 415, 1330, 519]
- subheading: ΑΙ ΑΙΤΗΣΕΙΣ ΤΩΝ: [689, 492, 798, 507]
- signature: Τ. ΝΙΚΟΛΑΟΥ: [1499, 319, 1584, 333]
- headline: ΕΠΙ ΤΟΥ ΠΙΕΣΤΗΡΙΟΥ: [1340, 102, 1590, 130]
- headline: ΟΙ ΑΓΓΛΟΙ: [1397, 345, 1533, 374]
- subheading: ΤΩΝ ΕΚΛΕΚΤΕΩΝ ΓΕΡΟΥΣΙΑΣΤΩΝ: [1123, 724, 1312, 739]
- divider: [630, 1130, 860, 1131]
- source-line: ΡΑΔ. «ΣΚΡΙΠ»: [1511, 1296, 1586, 1310]
- headline: ΕΙΣ ΤΗΝ ΣΕΡΒΙΚΗΝ ΒΟΥΛΗΝ: [1371, 598, 1559, 613]
- article-body: [630, 302, 1330, 613]
